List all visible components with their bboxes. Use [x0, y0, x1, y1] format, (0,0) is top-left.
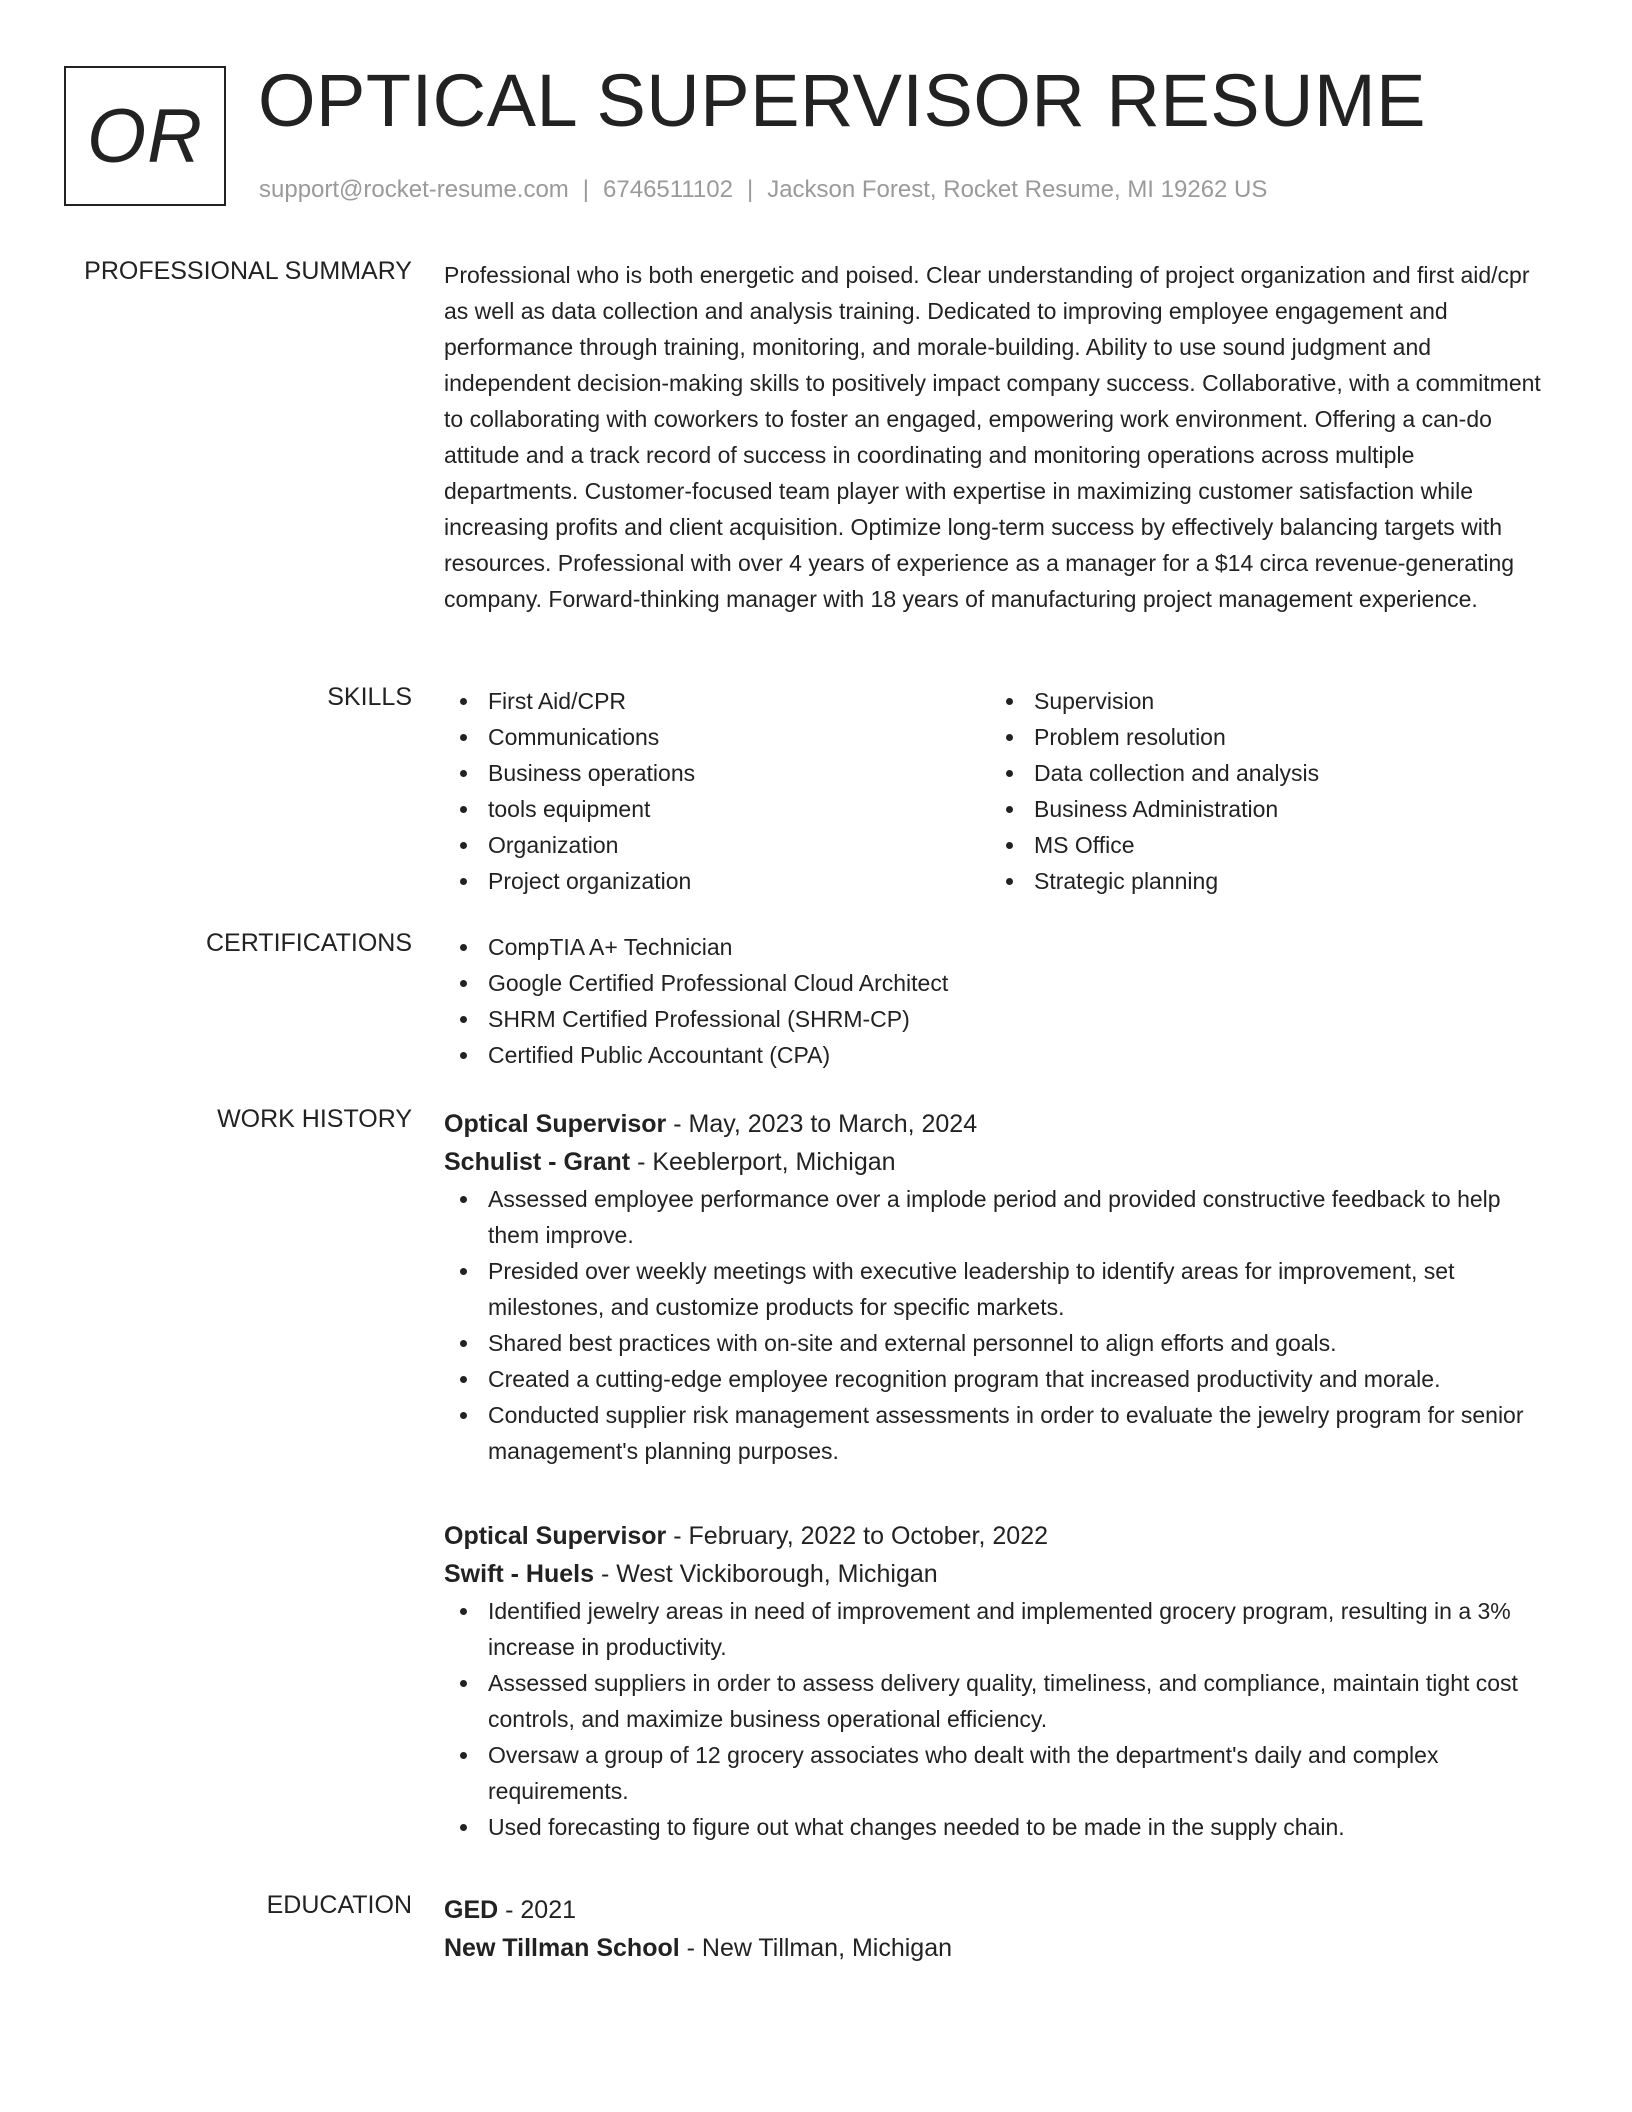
section-heading: WORK HISTORY	[217, 1105, 412, 1133]
job-location: - West Vickiborough, Michigan	[594, 1560, 938, 1588]
job-bullet: Created a cutting-edge employee recognition program that increased productivity and morale.	[444, 1361, 1544, 1397]
degree: GED	[444, 1896, 499, 1924]
section-heading: SKILLS	[327, 683, 412, 711]
job-company: Swift - Huels	[444, 1560, 595, 1588]
contact-line	[259, 176, 1267, 204]
section-content	[444, 1891, 1544, 1967]
job-bullets	[444, 1181, 1544, 1469]
job-entry	[444, 1105, 1544, 1469]
skill-item: Problem resolution	[990, 719, 1536, 755]
job-dates: - May, 2023 to March, 2024	[666, 1110, 978, 1138]
job-company: Schulist - Grant	[444, 1148, 631, 1176]
skill-item: Data collection and analysis	[990, 755, 1536, 791]
school-name: New Tillman School	[444, 1934, 680, 1962]
job-bullet: Assessed suppliers in order to assess delivery quality, timeliness, and compliance, maintain tight cost controls, and maximize business operational efficiency.	[444, 1665, 1544, 1737]
skills-list-left	[444, 683, 990, 899]
job-bullet: Presided over weekly meetings with executive leadership to identify areas for improvement, set milestones, and customize products for specific markets.	[444, 1253, 1544, 1325]
school-line	[444, 1929, 1544, 1967]
skills-columns	[444, 683, 1544, 899]
job-entry	[444, 1517, 1544, 1845]
job-bullet: Used forecasting to figure out what changes needed to be made in the supply chain.	[444, 1809, 1544, 1845]
job-title: Optical Supervisor	[444, 1522, 667, 1550]
section-heading: PROFESSIONAL SUMMARY	[84, 257, 412, 285]
skill-item: MS Office	[990, 827, 1536, 863]
certification-item: Certified Public Accountant (CPA)	[444, 1037, 1544, 1073]
skills-list-right	[990, 683, 1536, 899]
skill-item: Strategic planning	[990, 863, 1536, 899]
contact-phone: 6746511102	[603, 176, 733, 203]
section-content	[444, 1105, 1544, 1469]
skill-item: tools equipment	[444, 791, 990, 827]
job-bullets	[444, 1593, 1544, 1845]
section-content	[444, 1517, 1544, 1845]
skill-item: Project organization	[444, 863, 990, 899]
skill-item: First Aid/CPR	[444, 683, 990, 719]
skill-item: Communications	[444, 719, 990, 755]
contact-separator: |	[582, 176, 590, 203]
section-heading: CERTIFICATIONS	[205, 929, 412, 957]
section-heading: EDUCATION	[266, 1891, 412, 1919]
certification-item: SHRM Certified Professional (SHRM-CP)	[444, 1001, 1544, 1037]
contact-address: Jackson Forest, Rocket Resume, MI 19262 US	[767, 176, 1268, 203]
job-bullet: Assessed employee performance over a implode period and provided constructive feedback to help them improve.	[444, 1181, 1544, 1253]
job-dates: - February, 2022 to October, 2022	[666, 1522, 1048, 1550]
skill-item: Business Administration	[990, 791, 1536, 827]
contact-separator: |	[746, 176, 754, 203]
job-title-line	[444, 1517, 1544, 1555]
skill-item: Supervision	[990, 683, 1536, 719]
contact-email: support@rocket-resume.com	[259, 176, 569, 203]
job-location: - Keeblerport, Michigan	[630, 1148, 896, 1176]
job-bullet: Shared best practices with on-site and external personnel to align efforts and goals.	[444, 1325, 1544, 1361]
certifications-list	[444, 929, 1544, 1073]
section-content	[444, 257, 1544, 617]
job-bullet: Oversaw a group of 12 grocery associates who dealt with the department's daily and complex requirements.	[444, 1737, 1544, 1809]
degree-line	[444, 1891, 1544, 1929]
job-company-line	[444, 1143, 1544, 1181]
job-bullet: Conducted supplier risk management assessments in order to evaluate the jewelry program for senior management's planning purposes.	[444, 1397, 1544, 1469]
skill-item: Organization	[444, 827, 990, 863]
certification-item: Google Certified Professional Cloud Architect	[444, 965, 1544, 1001]
job-title-line	[444, 1105, 1544, 1143]
monogram-box	[64, 66, 226, 206]
summary-text: Professional who is both energetic and poised. Clear understanding of project organization and first aid/cpr as well as data collection and analysis training. Dedicated to improving employee engagement and performance through training, monitoring, and morale-building. Ability to use sound judgment and independent decision-making skills to positively impact company success. Collaborative, with a commitment to collaborating with coworkers to foster an engaged, empowering work environment. Offering a can-do attitude and a track record of success in coordinating and monitoring operations across multiple departments. Customer-focused team player with expertise in maximizing customer satisfaction while increasing profits and client acquisition. Optimize long-term success by effectively balancing targets with resources. Professional with over 4 years of experience as a manager for a $14 circa revenue-generating company. Forward-thinking manager with 18 years of manufacturing project management experience.	[444, 262, 1541, 612]
skill-item: Business operations	[444, 755, 990, 791]
resume-title: OPTICAL SUPERVISOR RESUME	[258, 59, 1426, 142]
job-company-line	[444, 1555, 1544, 1593]
job-bullet: Identified jewelry areas in need of improvement and implemented grocery program, resulting in a 3% increase in productivity.	[444, 1593, 1544, 1665]
graduation-year: - 2021	[498, 1896, 577, 1924]
job-title: Optical Supervisor	[444, 1110, 667, 1138]
section-content	[444, 929, 1544, 1073]
school-location: - New Tillman, Michigan	[679, 1934, 953, 1962]
initials: OR	[87, 93, 203, 179]
certification-item: CompTIA A+ Technician	[444, 929, 1544, 965]
